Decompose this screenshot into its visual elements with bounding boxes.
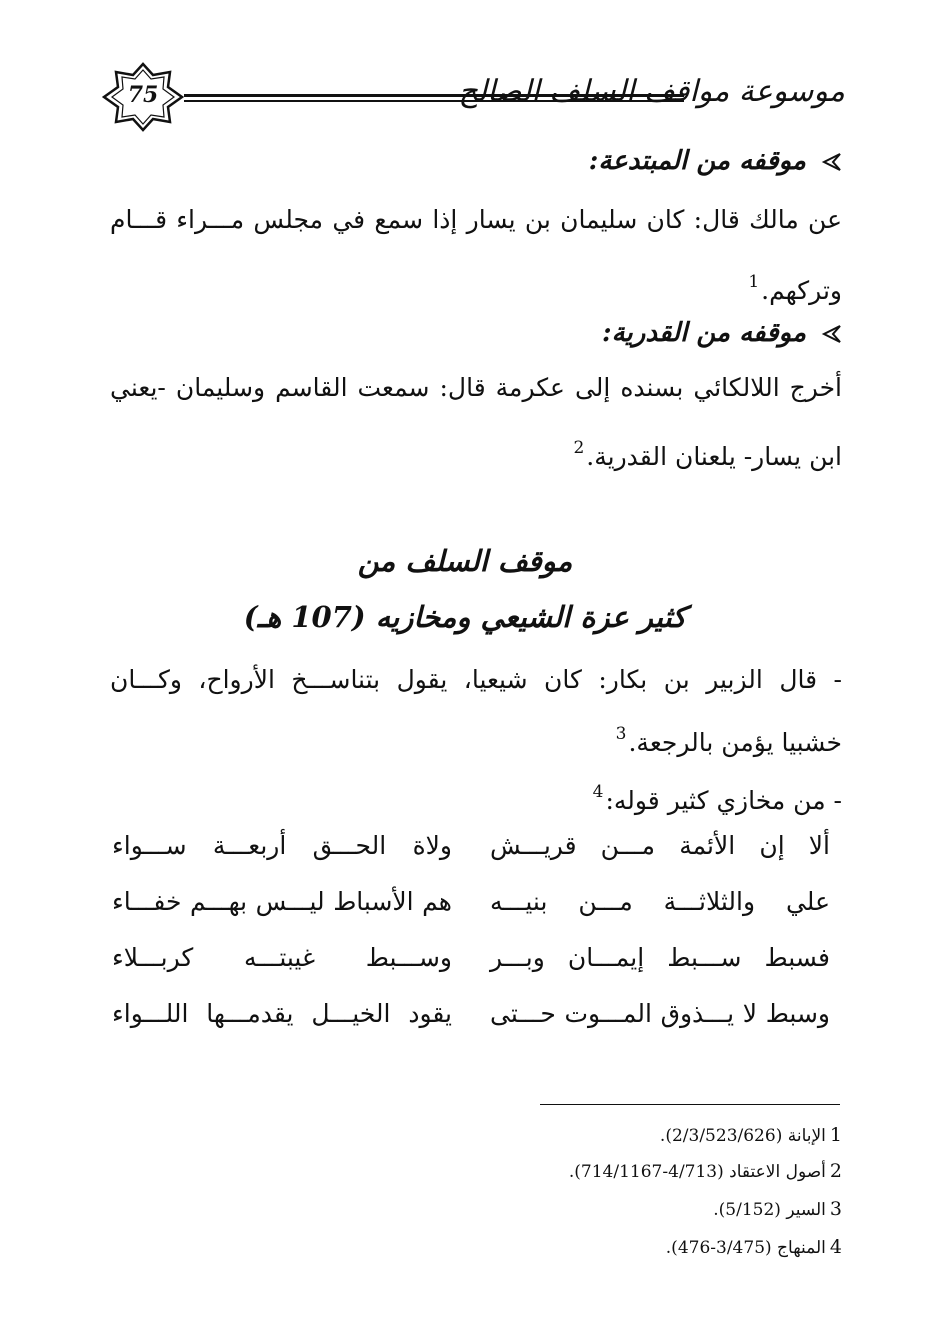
paragraph-line xyxy=(110,200,842,240)
arrowhead-bullet-icon xyxy=(820,151,842,173)
poem-first-hemistich: وسبط لا يـــذوق المـــوت حـــتى xyxy=(490,999,830,1028)
footnote-separator xyxy=(540,1104,840,1105)
poem-second-hemistich: هم الأسباط ليـــس بهـــم خفـــاء xyxy=(112,887,452,916)
poem-first-hemistich: علي والثلاثـــة مـــن بنيـــه xyxy=(490,887,830,916)
book-title: موسوعة مواقف السلف الصالح xyxy=(458,74,845,109)
paragraph-line xyxy=(110,428,842,477)
paragraph-line xyxy=(110,772,842,821)
chapter-title-line2: كثير عزة الشيعي ومخازيه (107 هـ) xyxy=(243,600,687,634)
page-number: 75 xyxy=(127,82,159,108)
page-number-badge xyxy=(100,62,186,132)
poem-second-hemistich: يقود الخيـــل يقدمـــها اللـــواء xyxy=(112,999,452,1028)
footnote-ref: 2 xyxy=(573,438,585,458)
footnote-text: المنهاج (3/475-476). xyxy=(665,1238,826,1258)
line-text: عن مالك قال: كان سليمان بن يسار إذا سمع في مجلس مـــراء قـــام xyxy=(110,205,842,234)
poem-first-hemistich: فسبط ســـبط إيمـــان وبـــر xyxy=(490,943,830,972)
footnote-text: الإبانة (2/3/523/626). xyxy=(659,1126,826,1146)
paragraph-line xyxy=(110,368,842,408)
poem-first-hemistich: ألا إن الأئمة مـــن قريـــش xyxy=(490,831,830,860)
line-text: وتركهم. xyxy=(761,276,842,305)
footnote-number: 2 xyxy=(829,1160,842,1182)
chapter-title-line1: موقف السلف من xyxy=(357,544,573,578)
footnote xyxy=(666,1236,842,1258)
line-text: أخرج اللالكائي بسنده إلى عكرمة قال: سمعت القاسم وسليمان -يعني xyxy=(110,373,842,402)
paragraph-line xyxy=(110,660,842,700)
poem-verse xyxy=(100,882,842,922)
footnote-number: 1 xyxy=(829,1124,842,1146)
footnote-number: 3 xyxy=(829,1198,842,1220)
footnote xyxy=(660,1124,842,1146)
footnote-text: أصول الاعتقاد (4/713-714/1167). xyxy=(568,1162,826,1182)
line-text: - من مخازي كثير قوله: xyxy=(605,786,842,815)
poem-verse xyxy=(100,826,842,866)
footnote xyxy=(569,1160,842,1182)
footnote-ref: 3 xyxy=(615,724,627,744)
footnote-text: السير (5/152). xyxy=(713,1200,826,1220)
line-text: ابن يسار- يلعنان القدرية. xyxy=(586,442,842,471)
page-header xyxy=(100,62,845,132)
poem-second-hemistich: ولاة الحـــق أربعـــة ســـواء xyxy=(112,831,452,860)
footnote-number: 4 xyxy=(829,1236,842,1258)
poem-verse xyxy=(100,994,842,1034)
footnote-ref: 1 xyxy=(748,272,760,292)
section-heading-text: موقفه من المبتدعة: xyxy=(588,146,806,176)
paragraph-line xyxy=(110,714,842,763)
poem-verse xyxy=(100,938,842,978)
section-heading xyxy=(602,318,842,348)
section-heading-text: موقفه من القدرية: xyxy=(602,318,806,348)
footnote xyxy=(713,1198,842,1220)
footnote-ref: 4 xyxy=(592,782,604,802)
paragraph-line xyxy=(110,262,842,311)
section-heading xyxy=(589,146,842,176)
line-text: خشبيا يؤمن بالرجعة. xyxy=(628,728,842,757)
poem-second-hemistich: وســـبط غيبتـــه كربـــلاء xyxy=(112,943,452,972)
arrowhead-bullet-icon xyxy=(820,323,842,345)
line-text: - قال الزبير بن بكار: كان شيعيا، يقول بتناســـخ الأرواح، وكـــان xyxy=(110,665,842,694)
